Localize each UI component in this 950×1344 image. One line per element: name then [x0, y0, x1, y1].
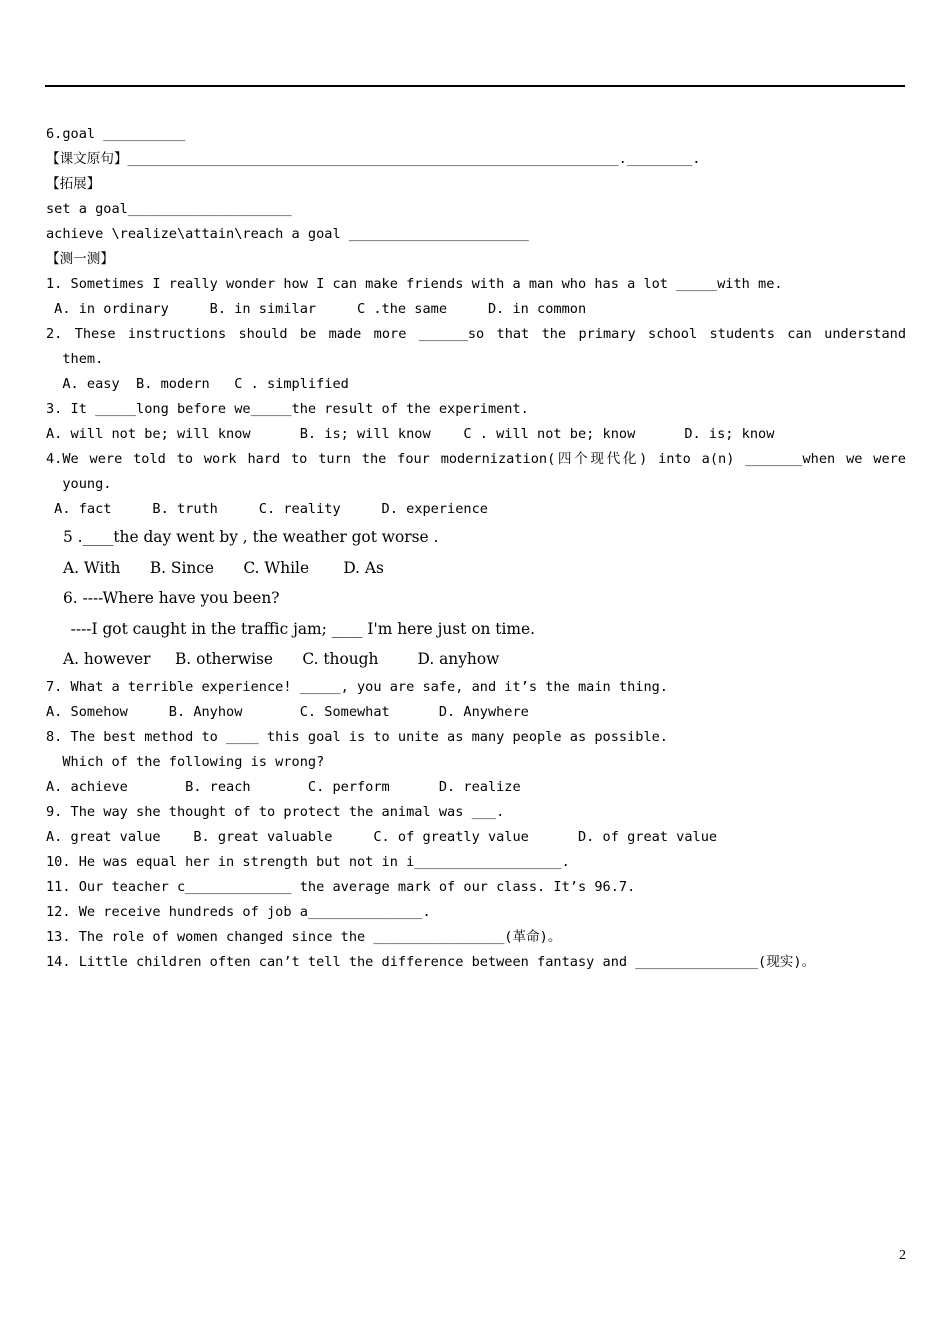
- question-1-options: A. in ordinary B. in similar C .the same D. in common: [46, 301, 587, 317]
- phrase-achieve-a-goal: achieve \realize\attain\reach a goal ______________________: [46, 226, 529, 242]
- question-3-options: A. will not be; will know B. is; will know C . will not be; know D. is; know: [46, 426, 775, 442]
- question-4: 4.We were told to work hard to turn the four modernization(四个现代化) into a(n) _______when we were: [46, 451, 906, 467]
- section-heading-test: 【测一测】: [46, 251, 114, 267]
- question-9: 9. The way she thought of to protect the animal was ___.: [46, 803, 505, 820]
- question-10: 10. He was equal her in strength but not in i__________________.: [46, 853, 570, 870]
- question-13: 13. The role of women changed since the ________________(革命)。: [46, 928, 562, 945]
- question-8-options: A. achieve B. reach C. perform D. realize: [46, 778, 521, 795]
- question-4-options: A. fact B. truth C. reality D. experience: [46, 501, 488, 517]
- phrase-set-a-goal: set a goal____________________: [46, 201, 292, 217]
- question-5-options: A. With B. Since C. While D. As: [63, 558, 384, 577]
- question-7-options: A. Somehow B. Anyhow C. Somewhat D. Anywhere: [46, 703, 529, 720]
- header-rule: [45, 85, 905, 87]
- question-8-prompt: Which of the following is wrong?: [46, 753, 325, 770]
- question-2-continued: them.: [46, 351, 104, 367]
- question-4-continued: young.: [46, 476, 112, 492]
- question-2: 2. These instructions should be made more ______so that the primary school students can understand: [46, 326, 906, 342]
- question-6-options: A. however B. otherwise C. though D. anyhow: [63, 650, 500, 668]
- page-number: 2: [899, 1248, 906, 1263]
- question-11: 11. Our teacher c_____________ the average mark of our class. It’s 96.7.: [46, 878, 636, 895]
- question-5: 5 .____the day went by , the weather got worse .: [63, 528, 439, 546]
- exercise-sheet: [46, 122, 906, 975]
- text-original-sentence: 【课文原句】____________________________________________________________.________.: [46, 151, 701, 167]
- vocab-item-goal: 6.goal __________: [46, 126, 186, 142]
- question-14: 14. Little children often can’t tell the difference between fantasy and _______________(现实)。: [46, 953, 816, 970]
- question-12: 12. We receive hundreds of job a______________.: [46, 903, 431, 920]
- question-8: 8. The best method to ____ this goal is to unite as many people as possible.: [46, 728, 668, 745]
- question-7: 7. What a terrible experience! _____, you are safe, and it’s the main thing.: [46, 678, 668, 695]
- question-1: 1. Sometimes I really wonder how I can make friends with a man who has a lot _____with me.: [46, 276, 783, 292]
- question-6-response: ----I got caught in the traffic jam; ____ I'm here just on time.: [56, 619, 536, 638]
- question-3: 3. It _____long before we_____the result of the experiment.: [46, 401, 529, 417]
- section-heading-extension: 【拓展】: [46, 176, 101, 192]
- question-2-options: A. easy B. modern C . simplified: [46, 376, 349, 392]
- question-9-options: A. great value B. great valuable C. of greatly value D. of great value: [46, 828, 718, 845]
- question-6: 6. ----Where have you been?: [63, 589, 280, 607]
